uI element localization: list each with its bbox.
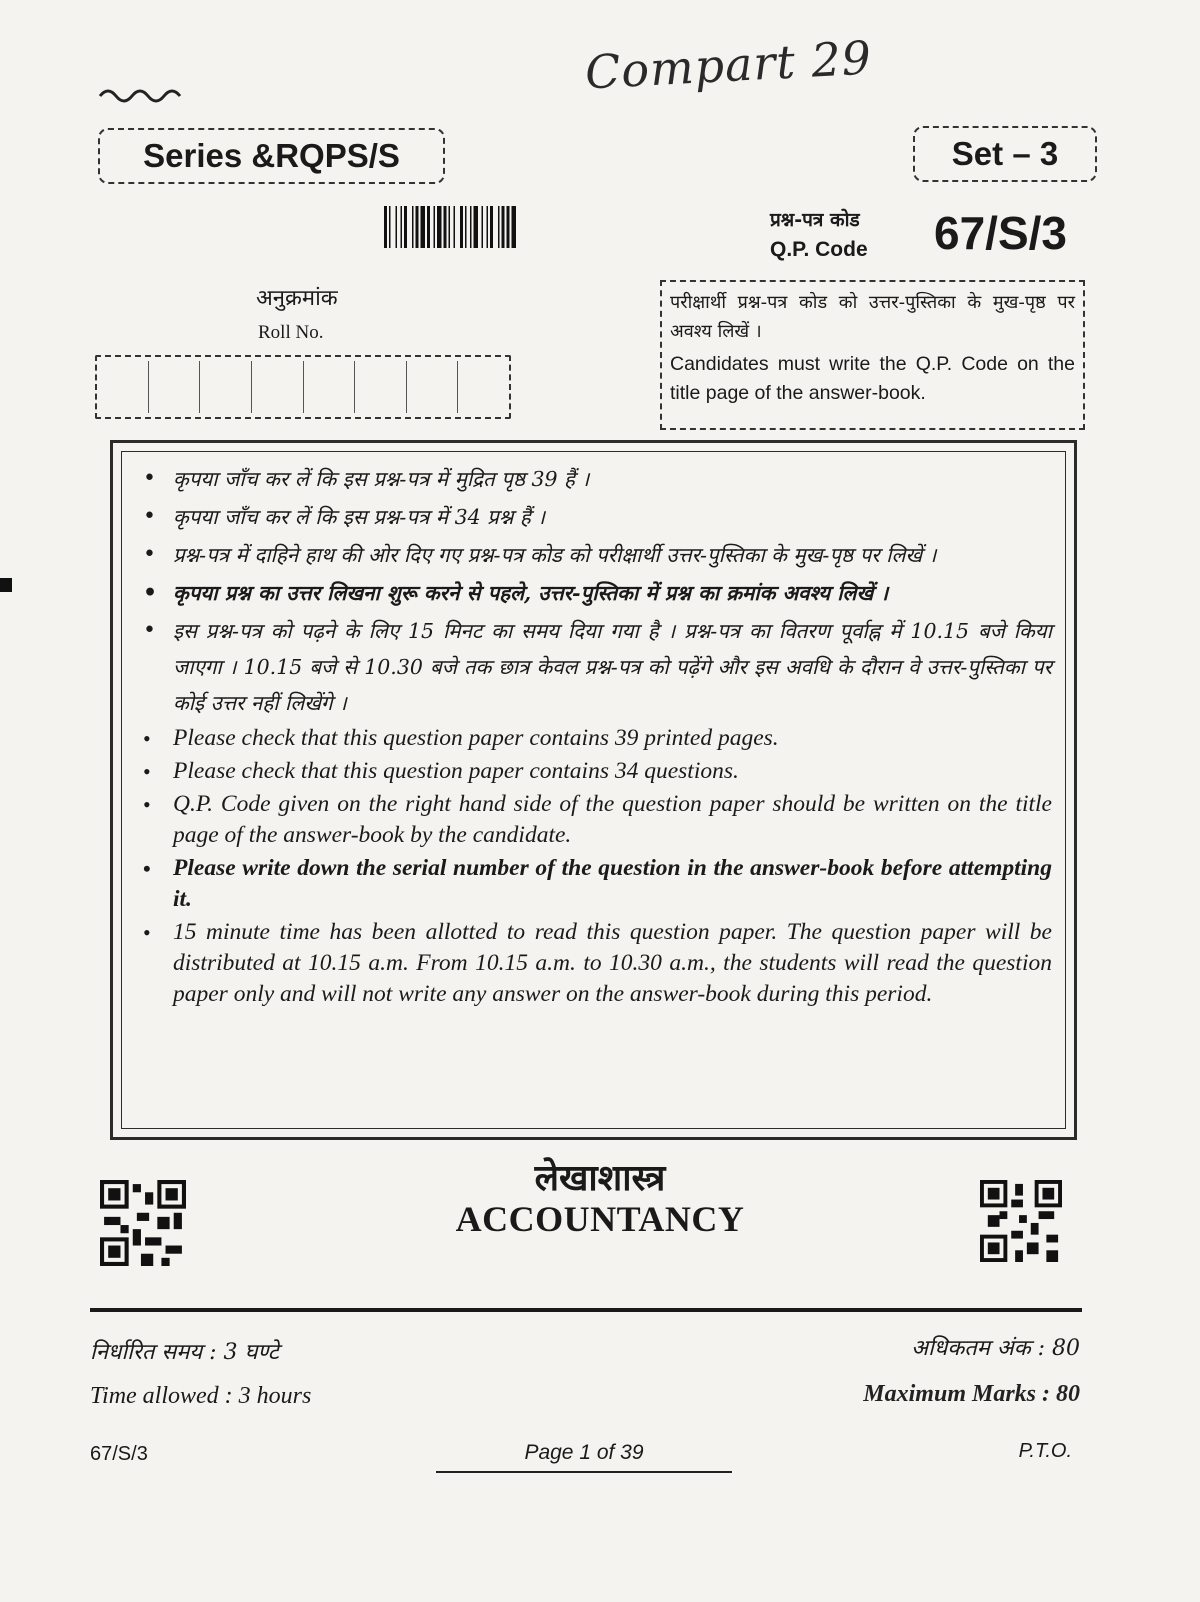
instruction-english-4: • Please write down the serial number of the question in the answer-book before attempting it. xyxy=(137,853,1052,915)
instruction-hindi-4: • कृपया प्रश्न का उत्तर लिखना शुरू करने से पहले, उत्तर-पुस्तिका में प्रश्न का क्रमांक अवश्य लिखें । xyxy=(137,575,1052,611)
roll-digit-box[interactable] xyxy=(458,361,509,413)
instructions-list xyxy=(137,461,1052,1010)
roll-digit-box[interactable] xyxy=(149,361,201,413)
roll-label-hindi: अनुक्रमांक xyxy=(256,286,338,311)
set-box: Set – 3 xyxy=(913,126,1097,182)
barcode-icon xyxy=(384,206,562,248)
qp-code-label-hindi: प्रश्न-पत्र कोड xyxy=(770,209,860,231)
instruction-english-3: • Q.P. Code given on the right hand side of the question paper should be written on the title page of the answer-book by the candidate. xyxy=(137,789,1052,851)
scan-edge-mark xyxy=(0,578,12,592)
roll-number-boxes[interactable] xyxy=(95,355,511,419)
instructions-box xyxy=(110,440,1077,1140)
time-allowed-hindi: निर्धारित समय : 3 घण्टे xyxy=(90,1340,279,1365)
footer-qp-code: 67/S/3 xyxy=(90,1443,148,1465)
instruction-english-2: • Please check that this question paper contains 34 questions. xyxy=(137,756,1052,787)
roll-label: Roll No. xyxy=(258,322,324,343)
max-marks-hindi: अधिकतम अंक : 80 xyxy=(911,1336,1080,1361)
roll-digit-box[interactable] xyxy=(407,361,459,413)
note-english: Candidates must write the Q.P. Code on the title page of the answer-book. xyxy=(670,353,1075,404)
max-marks: Maximum Marks : 80 xyxy=(863,1381,1080,1407)
subject-title-hindi: लेखाशास्त्र xyxy=(534,1158,666,1199)
series-box: Series &RQPS/S xyxy=(98,128,445,184)
qp-code-note xyxy=(660,280,1085,430)
instruction-hindi-3: • प्रश्न-पत्र में दाहिने हाथ की ओर दिए गए प्रश्न-पत्र कोड को परीक्षार्थी उत्तर-पुस्तिका के मुख-पृष्ठ पर लिखें । xyxy=(137,537,1052,573)
pto-label: P.T.O. xyxy=(1018,1440,1072,1462)
handwritten-note: Compart 29 xyxy=(583,30,874,100)
instruction-english-1: • Please check that this question paper contains 39 printed pages. xyxy=(137,723,1052,754)
roll-digit-box[interactable] xyxy=(97,361,149,413)
instruction-hindi-5: • इस प्रश्न-पत्र को पढ़ने के लिए 15 मिनट का समय दिया गया है । प्रश्न-पत्र का वितरण पूर्वाह्न में 10.15 बजे किया जाएगा । 10.15 बजे से 10.30 बजे तक छात्र केवल प्रश्न-पत्र को पढ़ेंगे और इस अवधि के दौरान वे उत्तर-पुस्तिका पर कोई उत्तर नहीं लिखेंगे । xyxy=(137,613,1052,721)
instruction-hindi-1: • कृपया जाँच कर लें कि इस प्रश्न-पत्र में मुद्रित पृष्ठ 39 हैं । xyxy=(137,461,1052,497)
roll-digit-box[interactable] xyxy=(200,361,252,413)
roll-digit-box[interactable] xyxy=(304,361,356,413)
qp-code-value: 67/S/3 xyxy=(934,207,1067,259)
instruction-english-5: • 15 minute time has been allotted to read this question paper. The question paper will be distributed at 10.15 a.m. From 10.15 a.m. to 10.30 a.m., the students will read the question paper only and will not write any answer on the answer-book during this period. xyxy=(137,917,1052,1010)
roll-digit-box[interactable] xyxy=(252,361,304,413)
roll-digit-box[interactable] xyxy=(355,361,407,413)
squiggle-mark xyxy=(98,82,188,106)
divider xyxy=(90,1308,1082,1312)
subject-title: ACCOUNTANCY xyxy=(455,1199,745,1239)
instruction-hindi-2: • कृपया जाँच कर लें कि इस प्रश्न-पत्र में 34 प्रश्न हैं । xyxy=(137,499,1052,535)
note-hindi: परीक्षार्थी प्रश्न-पत्र कोड को उत्तर-पुस्तिका के मुख-पृष्ठ पर अवश्य लिखें । xyxy=(670,292,1075,342)
page-number: Page 1 of 39 xyxy=(436,1441,732,1473)
qp-code-label: Q.P. Code xyxy=(770,238,868,261)
time-allowed: Time allowed : 3 hours xyxy=(90,1383,312,1409)
